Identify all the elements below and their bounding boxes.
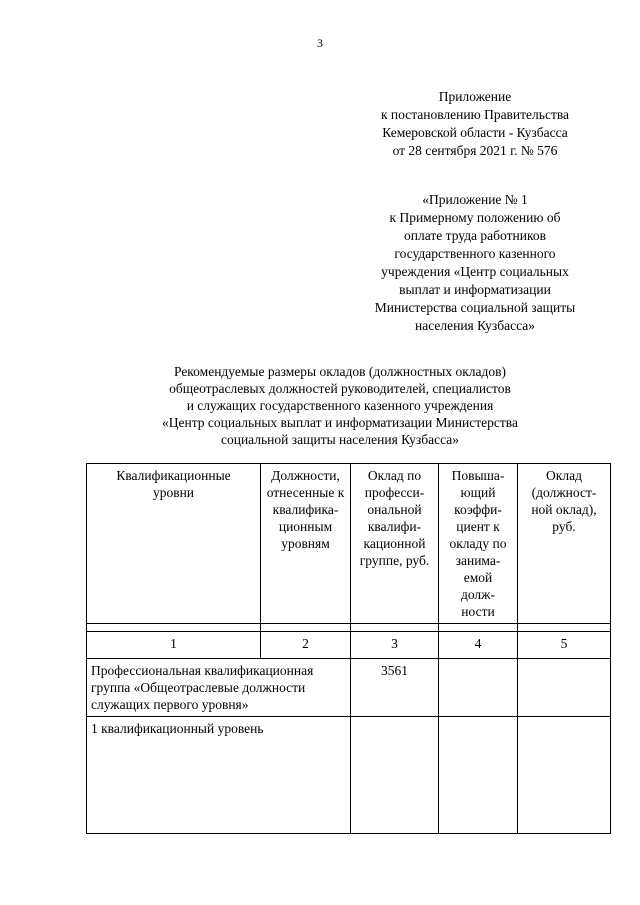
appendix-1-line: «Приложение № 1	[422, 192, 528, 207]
appendix-1-line: к Примерному положению об	[389, 210, 561, 225]
title-line: Рекомендуемые размеры окладов (должностных окладов)	[173, 364, 507, 379]
title-line: «Центр социальных выплат и информатизации Министерства	[162, 415, 518, 430]
appendix-1-line: оплате труда работников	[404, 228, 546, 243]
column-number: 3	[351, 632, 439, 659]
header-group-salary: Оклад по професси- ональной квалифи- кационной группе, руб.	[351, 464, 439, 624]
header-qualification-levels: Квалификационные уровни	[87, 464, 261, 624]
appendix-1-line: выплат и информатизации	[399, 282, 551, 297]
title-line: социальной защиты населения Кузбасса»	[220, 432, 459, 447]
group-name-cell: Профессиональная квалификационная группа «Общеотраслевые должности служащих первого уровня»	[87, 659, 351, 717]
header-positions: Должности, отнесенные к квалифика- ционным уровням	[261, 464, 351, 624]
column-number-row	[87, 632, 611, 659]
empty-cell	[518, 659, 611, 717]
table-row	[87, 659, 611, 717]
empty-cell	[351, 717, 439, 834]
empty-cell	[439, 717, 518, 834]
empty-cell	[518, 717, 611, 834]
appendix-header	[355, 88, 595, 160]
empty-cell	[439, 659, 518, 717]
group-salary-value: 3561	[351, 659, 439, 717]
appendix-1-block	[355, 191, 595, 335]
appendix-line: Кемеровской области - Кузбасса	[382, 125, 568, 140]
document-title	[90, 363, 590, 448]
header-coefficient: Повыша- ющий коэффи- циент к окладу по занима- емой долж- ности	[439, 464, 518, 624]
appendix-1-line: Министерства социальной защиты	[374, 300, 576, 315]
title-line: и служащих государственного казенного учреждения	[186, 398, 494, 413]
column-number: 4	[439, 632, 518, 659]
table-header-row	[87, 464, 611, 624]
column-number: 1	[87, 632, 261, 659]
header-position-salary: Оклад (должност- ной оклад), руб.	[518, 464, 611, 624]
appendix-line: к постановлению Правительства	[380, 107, 570, 122]
salary-table	[86, 463, 611, 834]
header-separator	[87, 624, 611, 632]
appendix-1-line: учреждения «Центр социальных	[381, 264, 569, 279]
level-name-cell: 1 квалификационный уровень	[87, 717, 351, 834]
appendix-1-line: государственного казенного	[394, 246, 556, 261]
appendix-1-line: населения Кузбасса»	[415, 318, 535, 333]
table-row	[87, 717, 611, 834]
title-line: общеотраслевых должностей руководителей, специалистов	[169, 381, 511, 396]
page-number: 3	[317, 36, 323, 50]
appendix-line: Приложение	[438, 89, 512, 104]
appendix-line: от 28 сентября 2021 г. № 576	[392, 143, 558, 158]
column-number: 5	[518, 632, 611, 659]
column-number: 2	[261, 632, 351, 659]
